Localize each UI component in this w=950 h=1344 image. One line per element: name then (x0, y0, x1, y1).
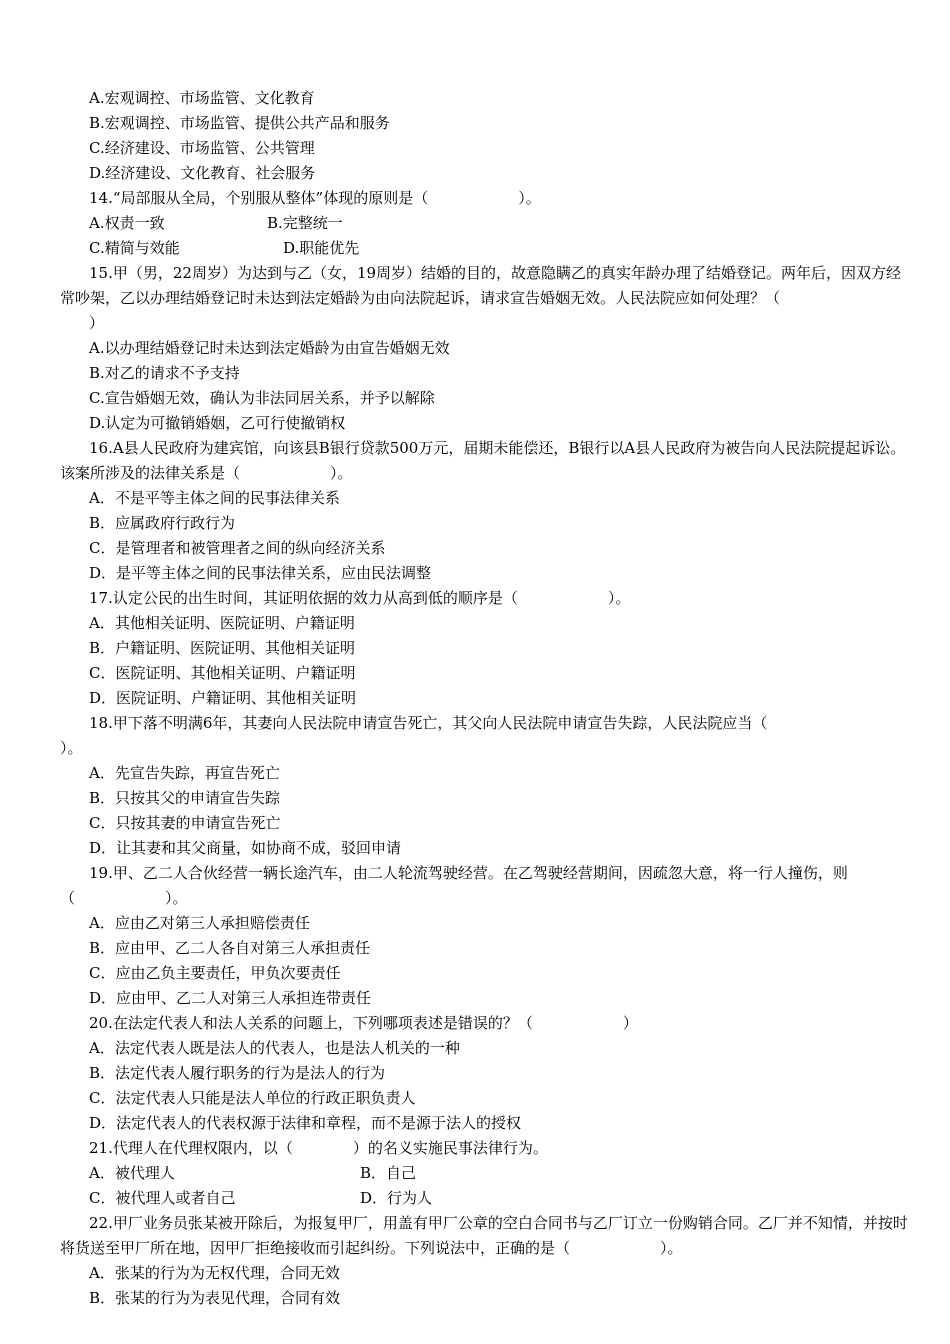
q13-option-b: B.宏观调控、市场监管、提供公共产品和服务 (89, 114, 390, 132)
q15-option-c: C.宣告婚姻无效，确认为非法同居关系，并予以解除 (89, 389, 435, 407)
q13-option-a: A.宏观调控、市场监管、文化教育 (89, 89, 315, 107)
q14-option-d: D.职能优先 (283, 239, 360, 257)
q18-option-c: C．只按其妻的申请宣告死亡 (89, 814, 281, 832)
q17-stem: 17.认定公民的出生时间，其证明依据的效力从高到低的顺序是（ ）。 (89, 589, 631, 607)
q15-option-d: D.认定为可撤销婚姻，乙可行使撤销权 (89, 414, 346, 432)
q16-option-d: D．是平等主体之间的民事法律关系，应由民法调整 (89, 564, 432, 582)
q14-options-row-2 (0, 236, 950, 261)
q21-options-row-1 (0, 1161, 950, 1186)
q21-option-b: B．自己 (360, 1164, 417, 1182)
q18-option-b: B．只按其父的申请宣告失踪 (89, 789, 281, 807)
q20-option-c: C．法定代表人只能是法人单位的行政正职负责人 (89, 1089, 416, 1107)
q18-stem-end: ）。 (60, 739, 83, 757)
q14-options-row-1 (0, 211, 950, 236)
q16-option-b: B．应属政府行政行为 (89, 514, 236, 532)
q20-stem: 20.在法定代表人和法人关系的问题上，下列哪项表述是错误的？（ ） (89, 1014, 638, 1032)
q15-option-a: A.以办理结婚登记时未达到法定婚龄为由宣告婚姻无效 (89, 339, 450, 357)
q14-option-c: C.精简与效能 (89, 239, 180, 257)
q17-option-d: D．医院证明、户籍证明、其他相关证明 (89, 689, 357, 707)
q19-option-a: A．应由乙对第三人承担赔偿责任 (89, 914, 310, 932)
q16-option-c: C．是管理者和被管理者之间的纵向经济关系 (89, 539, 386, 557)
q18-option-a: A．先宣告失踪，再宣告死亡 (89, 764, 280, 782)
q17-option-a: A．其他相关证明、医院证明、户籍证明 (89, 614, 355, 632)
q21-option-a: A．被代理人 (89, 1164, 175, 1182)
q13-option-d: D.经济建设、文化教育、社会服务 (89, 164, 316, 182)
q22-stem: 22.甲厂业务员张某被开除后，为报复甲厂，用盖有甲厂公章的空白合同书与乙厂订立一份购销合同。乙厂并不知情，并按时将货送至甲厂所在地，因甲厂拒绝接收而引起纠纷。下列说法中，正确的是（ ）。 (60, 1214, 908, 1257)
q16-stem: 16.A县人民政府为建宾馆，向该县B银行贷款500万元，届期未能偿还，B银行以A县人民政府为被告向人民法院提起诉讼。该案所涉及的法律关系是（ ）。 (60, 439, 906, 482)
q19-option-d: D．应由甲、乙二人对第三人承担连带责任 (89, 989, 372, 1007)
q18-option-d: D．让其妻和其父商量，如协商不成，驳回申请 (89, 839, 402, 857)
q14-stem: 14.“局部服从全局，个别服从整体”体现的原则是（ ）。 (89, 189, 541, 207)
q14-option-b: B.完整统一 (267, 214, 343, 232)
q19-option-b: B．应由甲、乙二人各自对第三人承担责任 (89, 939, 371, 957)
q19-stem: 19.甲、乙二人合伙经营一辆长途汽车，由二人轮流驾驶经营。在乙驾驶经营期间，因疏忽大意，将一行人撞伤，则（ ）。 (60, 864, 848, 907)
q20-option-d: D．法定代表人的代表权源于法律和章程，而不是源于法人的授权 (89, 1114, 522, 1132)
q22-option-a: A．张某的行为为无权代理，合同无效 (89, 1264, 340, 1282)
q15-stem: 15.甲（男，22周岁）为达到与乙（女，19周岁）结婚的目的，故意隐瞒乙的真实年龄办理了结婚登记。两年后，因双方经常吵架，乙以办理结婚登记时未达到法定婚龄为由向法院起诉，请求宣告婚姻无效。人民法院应如何处理？（ (60, 264, 902, 307)
q21-options-row-2 (0, 1186, 950, 1211)
q21-stem: 21.代理人在代理权限内，以（ ）的名义实施民事法律行为。 (89, 1139, 548, 1157)
q17-option-c: C．医院证明、其他相关证明、户籍证明 (89, 664, 356, 682)
q22-option-b: B．张某的行为为表见代理，合同有效 (89, 1289, 341, 1307)
q14-option-a: A.权责一致 (89, 214, 165, 232)
q20-option-b: B．法定代表人履行职务的行为是法人的行为 (89, 1064, 386, 1082)
q20-option-a: A．法定代表人既是法人的代表人，也是法人机关的一种 (89, 1039, 460, 1057)
q19-option-c: C．应由乙负主要责任，甲负次要责任 (89, 964, 341, 982)
q16-option-a: A．不是平等主体之间的民事法律关系 (89, 489, 340, 507)
q15-option-b: B.对乙的请求不予支持 (89, 364, 240, 382)
q17-option-b: B．户籍证明、医院证明、其他相关证明 (89, 639, 356, 657)
exam-page (0, 86, 950, 1311)
q18-stem: 18.甲下落不明满6年，其妻向人民法院申请宣告死亡，其父向人民法院申请宣告失踪，人民法院应当（ (89, 714, 768, 732)
q21-option-c: C．被代理人或者自己 (89, 1189, 236, 1207)
q21-option-d: D．行为人 (360, 1189, 433, 1207)
q13-option-c: C.经济建设、市场监管、公共管理 (89, 139, 315, 157)
q15-stem-end: ） (89, 314, 105, 332)
